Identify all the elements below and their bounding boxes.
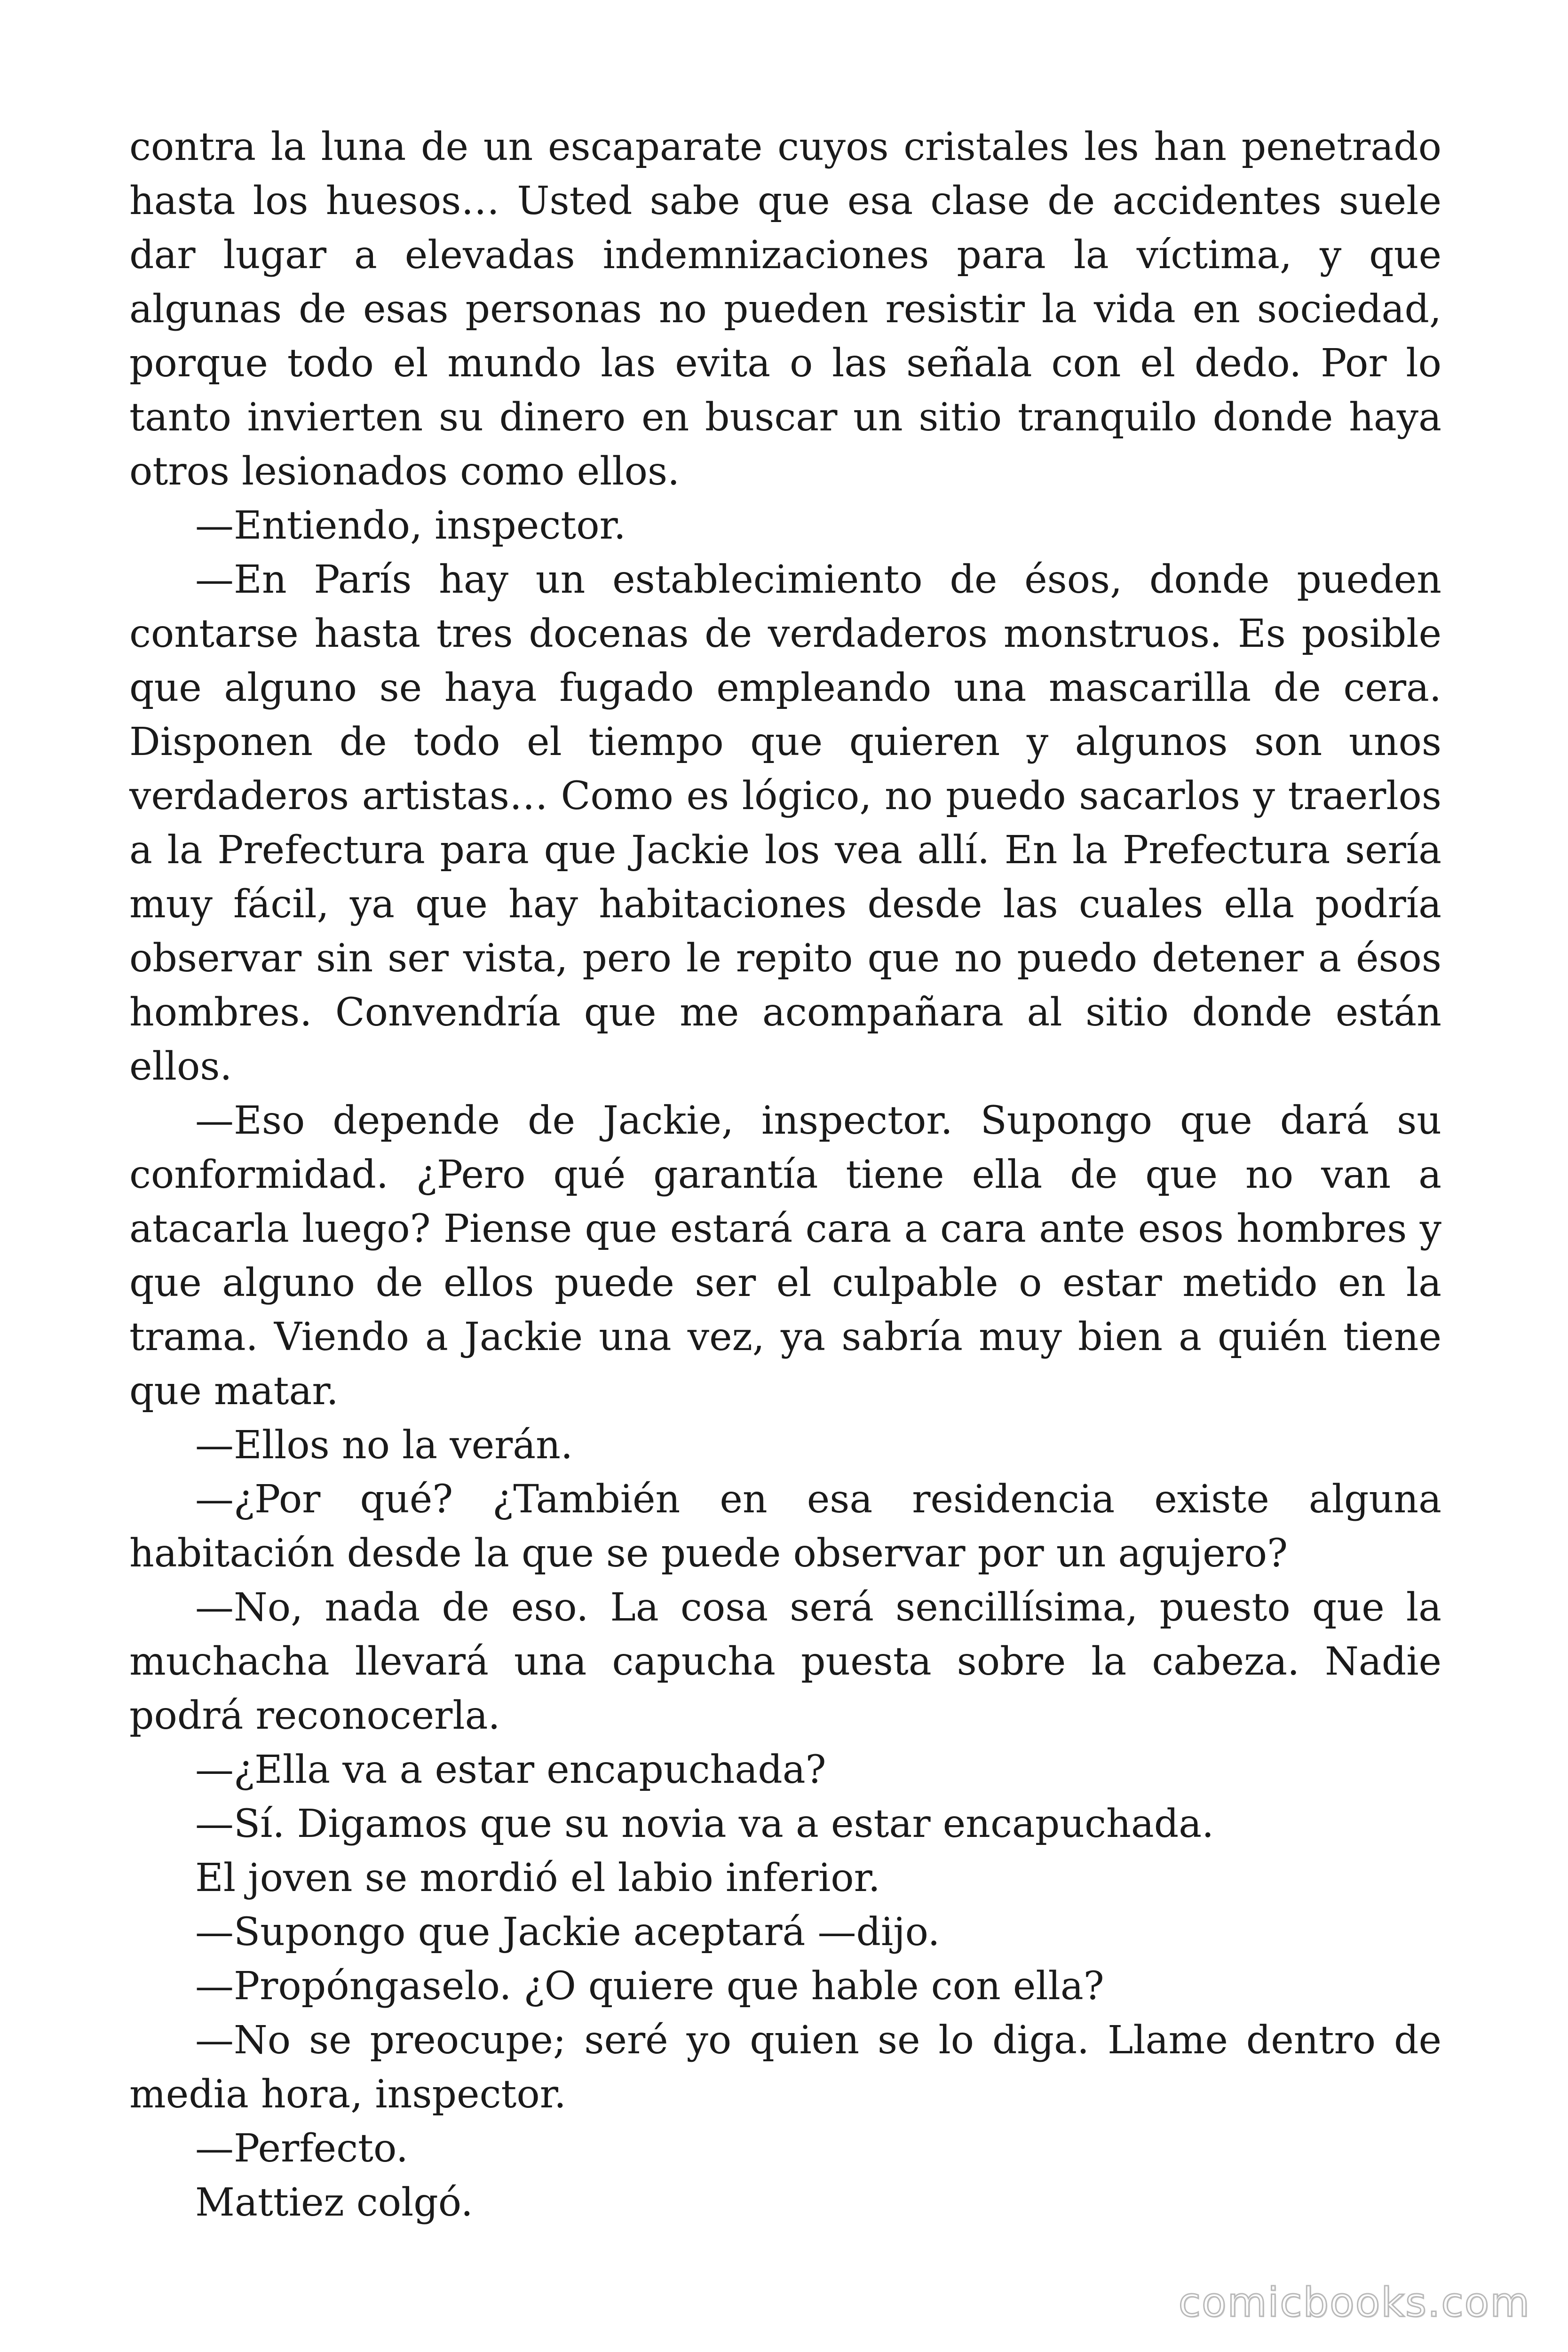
paragraph-1: contra la luna de un escaparate cuyos cristales les han penetrado hasta los huesos… Usted sabe que esa clase de accidentes suele dar lugar a elevadas indemnizaciones para la víctima, y que algunas de esas personas no pueden resistir la vida en sociedad, porque todo el mundo las evita o las señala con el dedo. Por lo tanto invierten su dinero en buscar un sitio tranquilo donde haya otros lesionados como ellos. — [129, 125, 1441, 494]
paragraph-11: —Supongo que Jackie aceptará —dijo. — [195, 1910, 940, 1955]
paragraph-13: —No se preocupe; seré yo quien se lo diga. Llame dentro de media hora, inspector. — [129, 2018, 1441, 2117]
paragraph-9: —Sí. Digamos que su novia va a estar encapuchada. — [195, 1802, 1214, 1846]
paragraph-4: —Eso depende de Jackie, inspector. Supongo que dará su conformidad. ¿Pero qué garantía tiene ella de que no van a atacarla luego? Piense que estará cara a cara ante esos hombres y que alguno de ellos puede ser el culpable o estar metido en la trama. Viendo a Jackie una vez, ya sabría muy bien a quién tiene que matar. — [129, 1098, 1441, 1414]
watermark: comicbooks.com — [1178, 2279, 1530, 2326]
paragraph-2: —Entiendo, inspector. — [195, 503, 626, 548]
paragraph-12: —Propóngaselo. ¿O quiere que hable con ella? — [195, 1964, 1104, 2009]
paragraph-3: —En París hay un establecimiento de ésos, donde pueden contarse hasta tres docenas de verdaderos monstruos. Es posible que alguno se haya fugado empleando una mascarilla de cera. Disponen de todo el tiempo que quieren y algunos son unos verdaderos artistas… Como es lógico, no puedo sacarlos y traerlos a la Prefectura para que Jackie los vea allí. En la Prefectura sería muy fácil, ya que hay habitaciones desde las cuales ella podría observar sin ser vista, pero le repito que no puedo detener a ésos hombres. Convendría que me acompañara al sitio donde están ellos. — [129, 557, 1441, 1089]
paragraph-6: —¿Por qué? ¿También en esa residencia existe alguna habitación desde la que se puede observar por un agujero? — [129, 1477, 1441, 1576]
paragraph-10: El joven se mordió el labio inferior. — [195, 1856, 880, 1900]
paragraph-14: —Perfecto. — [195, 2126, 408, 2171]
paragraph-15: Mattiez colgó. — [195, 2180, 473, 2225]
body-text — [129, 120, 1441, 2230]
paragraph-7: —No, nada de eso. La cosa será sencillísima, puesto que la muchacha llevará una capucha puesta sobre la cabeza. Nadie podrá reconocerla. — [129, 1585, 1441, 1738]
paragraph-5: —Ellos no la verán. — [195, 1423, 573, 1468]
paragraph-8: —¿Ella va a estar encapuchada? — [195, 1748, 826, 1792]
